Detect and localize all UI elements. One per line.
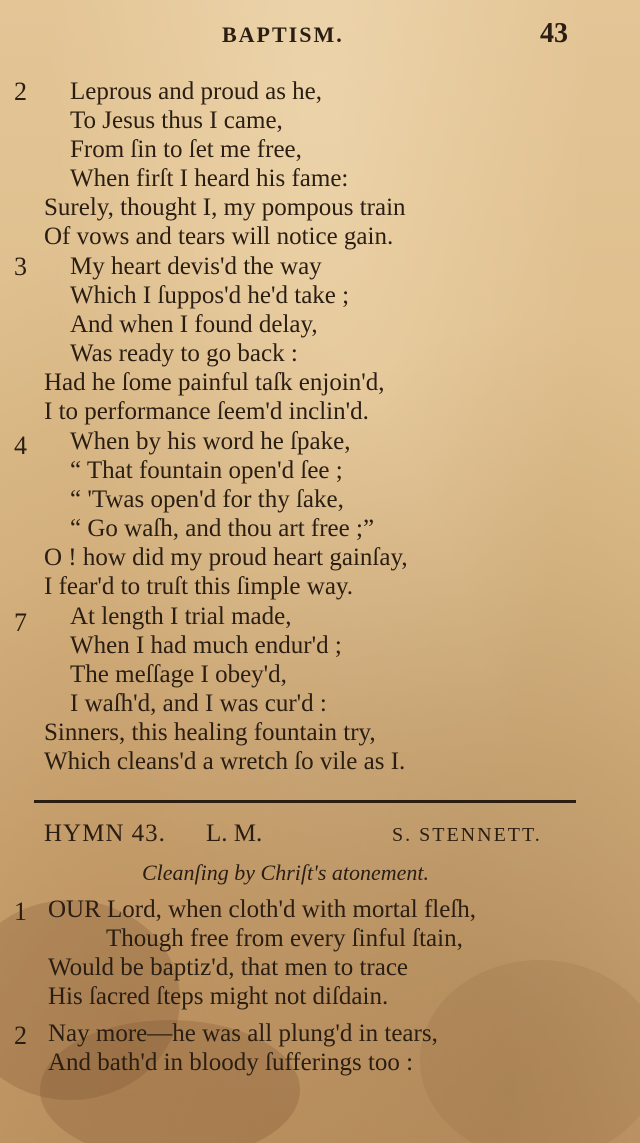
paper-stain xyxy=(420,960,640,1143)
verse-line: Was ready to go back : xyxy=(70,340,298,367)
verse-line: To Jesus thus I came, xyxy=(70,107,283,134)
verse-line: And when I found delay, xyxy=(70,311,318,338)
verse-line: O ! how did my proud heart gainſay, xyxy=(44,544,408,571)
verse-line: My heart devis'd the way xyxy=(70,253,322,280)
page-header xyxy=(0,18,640,54)
verse-line: I to performance ſeem'd inclin'd. xyxy=(44,398,369,425)
verse-number: 3 xyxy=(14,252,27,281)
hymn-heading xyxy=(44,820,564,852)
page-number: 43 xyxy=(540,18,568,49)
verse-line: From ſin to ſet me free, xyxy=(70,136,302,163)
verse-line: Would be baptiz'd, that men to trace xyxy=(48,954,409,981)
verse-number: 2 xyxy=(14,1021,27,1050)
verse-line: Of vows and tears will notice gain. xyxy=(44,223,394,250)
verse-line: At length I trial made, xyxy=(70,603,292,630)
verse-line: OUR Lord, when cloth'd with mortal fleſh, xyxy=(48,896,477,923)
verse-line: I fear'd to truſt this ſimple way. xyxy=(44,573,354,600)
verse-number: 4 xyxy=(14,431,27,460)
running-head: BAPTISM. xyxy=(222,22,344,47)
hymn-author: S. STENNETT. xyxy=(392,824,542,846)
verse-line: Surely, thought I, my pompous train xyxy=(44,194,406,221)
hymn-title: HYMN 43. xyxy=(44,820,166,847)
verse-number: 7 xyxy=(14,608,27,637)
verse-line: Had he ſome painful taſk enjoin'd, xyxy=(44,369,385,396)
verse-line: When by his word he ſpake, xyxy=(70,428,351,455)
verse-line: When firſt I heard his fame: xyxy=(70,165,349,192)
verse-number: 2 xyxy=(14,77,27,106)
verse-number: 1 xyxy=(14,897,27,926)
hymn-meter: L. M. xyxy=(206,820,263,847)
verse-line: “ That fountain open'd ſee ; xyxy=(70,457,343,484)
verse-line: Though free from every ſinful ſtain, xyxy=(106,925,463,952)
verse-line: Nay more—he was all plung'd in tears, xyxy=(48,1020,438,1047)
hymn-subtitle: Cleanſing by Chriſt's atonement. xyxy=(142,860,430,885)
section-divider xyxy=(34,800,576,803)
verse-line: His ſacred ſteps might not diſdain. xyxy=(48,983,389,1010)
verse-line: Which cleans'd a wretch ſo vile as I. xyxy=(44,748,406,775)
verse-line: I waſh'd, and I was cur'd : xyxy=(70,690,327,717)
verse-line: Sinners, this healing fountain try, xyxy=(44,719,376,746)
verse-line: And bath'd in bloody ſufferings too : xyxy=(48,1049,414,1076)
verse-line: “ 'Twas open'd for thy ſake, xyxy=(70,486,344,513)
verse-line: Leprous and proud as he, xyxy=(70,78,323,105)
verse-line: Which I ſuppos'd he'd take ; xyxy=(70,282,350,309)
verse-line: “ Go waſh, and thou art free ;” xyxy=(70,515,375,542)
verse-line: When I had much endur'd ; xyxy=(70,632,342,659)
verse-line: The meſſage I obey'd, xyxy=(70,661,287,688)
